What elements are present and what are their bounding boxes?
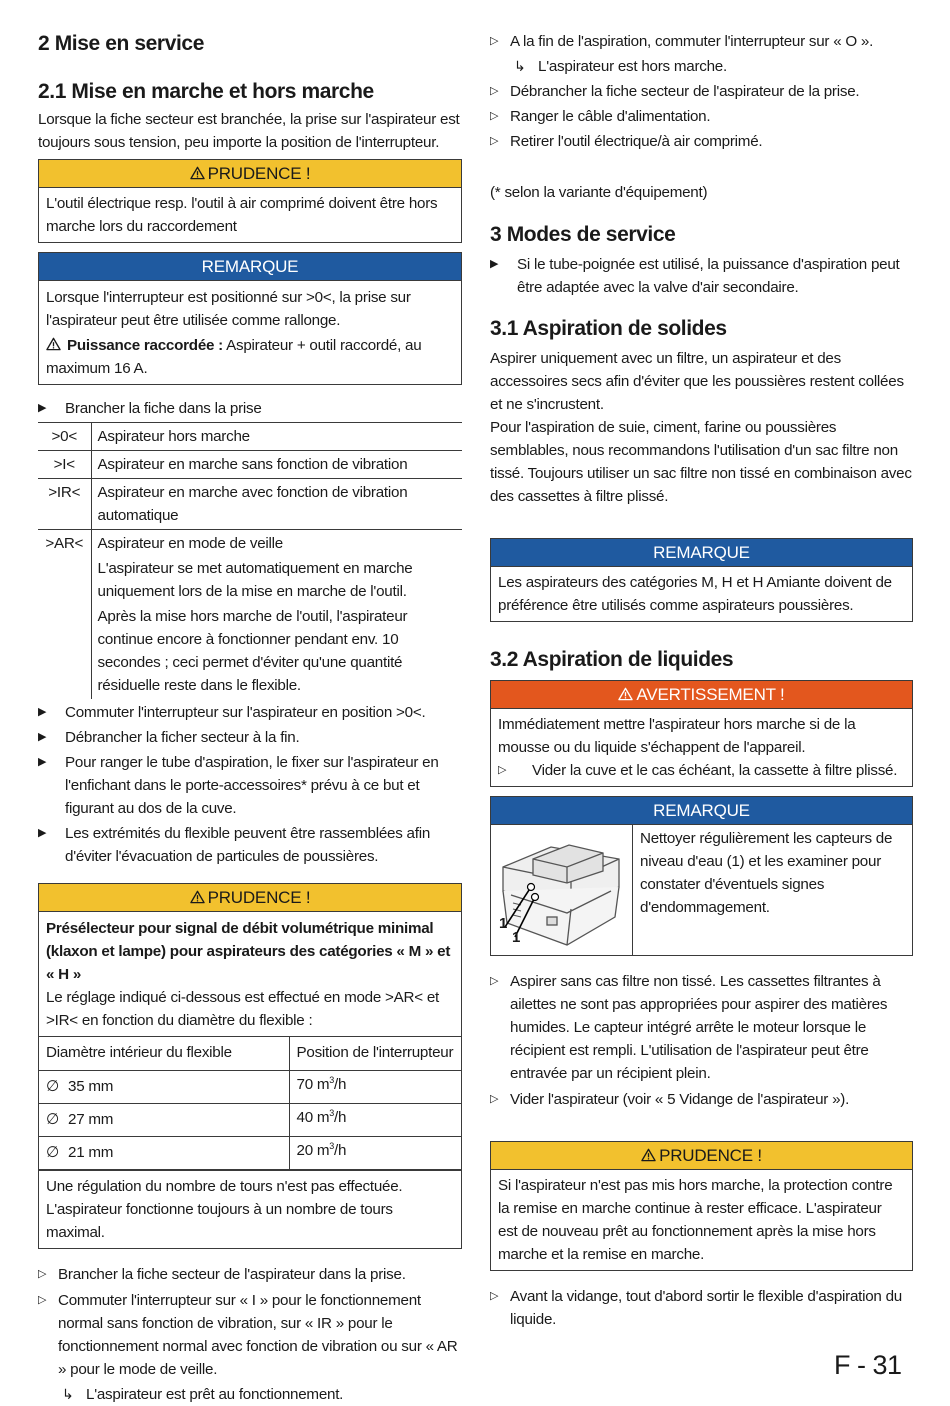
step-text: Aspirer sans cas filtre non tissé. Les cassettes filtrantes à ailettes ne sont pas appropriées pour aspirer des matières humides. Le capteur intégré arrête le moteur lorsque le récipient est rempli. L'utilisation de l'aspirateur peut être entravée par un récipient plein.: [510, 973, 888, 1082]
step-text: Commuter l'interrupteur sur « I » pour le fonctionnement normal sans fonction de vibration, sur « IR » pour le fonctionnement normal avec fonction de vibration ou sur « AR » pour le mode de veille.: [58, 1291, 458, 1378]
step-item: [490, 30, 913, 53]
result-arrow-icon: ↳: [62, 1385, 74, 1402]
caution-header: [491, 1142, 912, 1170]
caution-bold-text: Présélecteur pour signal de débit volumétrique minimal (klaxon et lampe) pour aspirateurs des catégories « M » et « H »: [46, 920, 451, 983]
step-marker-icon: ▷: [498, 764, 507, 776]
warning-header: [491, 681, 912, 709]
caution-body: [39, 912, 461, 1037]
caution-footer: Une régulation du nombre de tours n'est pas effectuée. L'aspirateur fonctionne toujours à un nombre de tours maximal.: [39, 1170, 461, 1248]
flow-cell: [289, 1103, 461, 1136]
switch-desc-extra: L'aspirateur se met automatiquement en marche uniquement lors de la mise en marche de l'outil.: [97, 560, 413, 600]
table-row: [38, 530, 462, 700]
note-body: Les aspirateurs des catégories M, H et H Amiante doivent de préférence être utilisés comme aspirateurs poussières.: [498, 574, 892, 614]
step-list-liquid: [490, 970, 913, 1111]
bullet-text: Commuter l'interrupteur sur l'aspirateur en position >0<.: [65, 704, 426, 721]
right-column: [490, 30, 913, 1331]
bullet-list: [38, 701, 462, 868]
section-heading-2-1: 2.1 Mise en marche et hors marche: [38, 80, 374, 103]
step-text: Vider la cuve et le cas échéant, la cassette à filtre plissé.: [532, 762, 898, 779]
result-arrow-icon: ↳: [514, 58, 526, 74]
step-marker-icon: ▷: [490, 85, 499, 97]
warning-text: Immédiatement mettre l'aspirateur hors marche si de la mousse ou du liquide s'échappent de l'appareil.: [498, 716, 856, 756]
warning-triangle-icon: [190, 166, 205, 180]
switch-desc: Aspirateur en marche avec fonction de vibration automatique: [97, 484, 408, 524]
warning-body: [491, 709, 912, 786]
solids-paragraph-2: Pour l'aspiration de suie, ciment, farine ou poussières semblables, nous recommandons l'utilisation d'un sac filtre non tissé. Toujours utiliser un sac filtre non tissé en combinaison avec des cassettes à filtre plissé.: [490, 419, 912, 505]
note-box-sensors: [490, 796, 913, 956]
step-text: Vider l'aspirateur (voir « 5 Vidange de l'aspirateur »).: [510, 1091, 850, 1108]
warning-triangle-icon: [46, 337, 61, 351]
bullet-text: Débrancher la ficher secteur à la fin.: [65, 729, 300, 746]
page-number: F - 31: [834, 1350, 902, 1380]
table-row: [39, 1136, 461, 1169]
step-text: Brancher la fiche secteur de l'aspirateur dans la prise.: [58, 1265, 406, 1283]
flow-value: 40 m: [296, 1108, 330, 1126]
result-text: L'aspirateur est hors marche.: [538, 58, 727, 75]
bullet-text: Pour ranger le tube d'aspiration, le fixer sur l'aspirateur en l'enfichant dans le porte-accessoires* prévu à ce but et figurant au dos de la cuve.: [65, 754, 439, 817]
step-text: Débrancher la fiche secteur de l'aspirateur de la prise.: [510, 83, 860, 100]
caution-header: [39, 160, 461, 188]
table-row: [38, 479, 462, 530]
step-marker-icon: ▷: [38, 1267, 47, 1280]
switch-desc: Aspirateur en marche sans fonction de vibration: [97, 456, 408, 473]
diameter-value: 27 mm: [68, 1110, 114, 1128]
diameter-icon: ∅: [46, 1143, 59, 1161]
variant-note: (* selon la variante d'équipement): [490, 184, 708, 201]
note-content: [491, 825, 912, 955]
vacuum-sensor-illustration: [491, 825, 633, 955]
bullet-marker-icon: ▶: [38, 402, 47, 414]
switch-key: >I<: [38, 451, 91, 479]
bullet-marker-icon: ▶: [38, 827, 47, 839]
caution-box-restart: [490, 1141, 913, 1271]
step-text: A la fin de l'aspiration, commuter l'interrupteur sur « O ».: [510, 33, 874, 50]
note-box-outlet: [38, 252, 462, 385]
solids-paragraph-1: Aspirer uniquement avec un filtre, un aspirateur et des accessoires secs afin d'éviter que les poussières restent collées et ne s'incrustent.: [490, 350, 904, 413]
diameter-value: 35 mm: [68, 1077, 114, 1095]
step-item: [490, 80, 913, 103]
switch-desc: [91, 530, 462, 700]
section-heading-3-1: 3.1 Aspiration de solides: [490, 317, 727, 340]
result-item: [38, 1383, 462, 1406]
flow-unit-sup: 3: [329, 1074, 335, 1085]
step-item: [490, 105, 913, 128]
sensor-label: 1: [499, 915, 508, 932]
step-marker-icon: ▷: [38, 1293, 47, 1306]
warning-box-foam: [490, 680, 913, 787]
step-marker-icon: ▷: [490, 1290, 499, 1302]
result-item: [490, 55, 913, 78]
intro-paragraph: Lorsque la fiche secteur est branchée, la prise sur l'aspirateur est toujours sous tension, peu importe la position de l'interrupteur.: [38, 111, 460, 151]
diameter-cell: [39, 1136, 289, 1169]
caution-body: L'outil électrique resp. l'outil à air comprimé doivent être hors marche lors du raccordement: [46, 195, 438, 235]
caution-title: PRUDENCE !: [659, 1146, 762, 1165]
note-box-categories: [490, 538, 913, 622]
flow-cell: [289, 1136, 461, 1169]
flow-cell: [289, 1070, 461, 1103]
warning-triangle-icon: [190, 890, 205, 904]
warning-title: AVERTISSEMENT !: [636, 685, 785, 704]
step-list-top: [490, 30, 913, 153]
bullet-text: Brancher la fiche dans la prise: [65, 400, 262, 417]
switch-desc-line: Aspirateur en mode de veille: [97, 535, 283, 552]
column-header: Position de l'interrupteur: [289, 1037, 461, 1070]
table-row: [38, 451, 462, 479]
bullet-item: [38, 751, 462, 820]
diameter-cell: [39, 1070, 289, 1103]
step-item: [38, 1263, 462, 1286]
flow-unit: /h: [334, 1141, 347, 1159]
step-marker-icon: ▷: [490, 35, 499, 47]
note-body: Nettoyer régulièrement les capteurs de niveau d'eau (1) et les examiner pour constater d'éventuels signes d'endommagement.: [640, 830, 893, 916]
table-row: [39, 1070, 461, 1103]
step-text: Retirer l'outil électrique/à air comprimé.: [510, 133, 763, 150]
bullet-marker-icon: ▶: [38, 731, 47, 743]
step-marker-icon: ▷: [490, 975, 499, 987]
flow-unit: /h: [334, 1075, 347, 1093]
warning-triangle-icon: [618, 687, 633, 701]
step-marker-icon: ▷: [490, 1093, 499, 1105]
column-header: Diamètre intérieur du flexible: [39, 1037, 289, 1070]
diameter-icon: ∅: [46, 1077, 59, 1095]
diameter-value: 21 mm: [68, 1143, 114, 1161]
bullet-marker-icon: ▶: [38, 756, 47, 768]
switch-positions-table: [38, 422, 462, 699]
table-header-row: [39, 1037, 461, 1070]
diameter-cell: [39, 1103, 289, 1136]
left-column: [38, 30, 462, 1406]
switch-key: >IR<: [38, 479, 91, 530]
note-header: REMARQUE: [491, 539, 912, 567]
step-item: [490, 970, 913, 1085]
table-row: [38, 423, 462, 451]
sensor-label: 1: [512, 929, 521, 946]
diameter-icon: ∅: [46, 1110, 59, 1128]
bullet-item: [38, 397, 462, 420]
step-item: [490, 1285, 913, 1331]
step-text: Avant la vidange, tout d'abord sortir le flexible d'aspiration du liquide.: [510, 1288, 902, 1328]
step-item: [490, 1088, 913, 1111]
switch-key: >0<: [38, 423, 91, 451]
result-text: L'aspirateur est prêt au fonctionnement.: [86, 1385, 344, 1403]
bullet-item: [38, 822, 462, 868]
caution-title: PRUDENCE !: [207, 888, 311, 907]
step-marker-icon: ▷: [490, 110, 499, 122]
flow-value: 70 m: [296, 1075, 330, 1093]
note-power: [46, 334, 454, 380]
caution-text: Le réglage indiqué ci-dessous est effectué en mode >AR< et >IR< en fonction du diamètre du flexible :: [46, 989, 440, 1029]
switch-key: >AR<: [38, 530, 91, 700]
switch-desc-extra: Après la mise hors marche de l'outil, l'aspirateur continue encore à fonctionner pendant env. 10 secondes ; ceci permet d'éviter qu'une quantité résiduelle reste dans le flexible.: [97, 608, 408, 694]
section-heading-3-2: 3.2 Aspiration de liquides: [490, 648, 734, 671]
warning-triangle-icon: [641, 1148, 656, 1162]
step-list: [38, 1263, 462, 1406]
bullet-marker-icon: ▶: [38, 706, 47, 718]
flow-unit: /h: [334, 1108, 347, 1126]
bullet-item: [490, 253, 913, 299]
flow-value: 20 m: [296, 1141, 330, 1159]
table-row: [39, 1103, 461, 1136]
bullet-text: Les extrémités du flexible peuvent être rassemblées afin d'éviter l'évacuation de particules de poussières.: [65, 825, 431, 865]
step-item: [498, 759, 905, 782]
bullet-item: [38, 701, 462, 724]
section-heading-2: 2 Mise en service: [38, 32, 204, 55]
section-heading-3: 3 Modes de service: [490, 223, 676, 246]
flow-unit-sup: 3: [329, 1140, 335, 1151]
step-text: Ranger le câble d'alimentation.: [510, 108, 711, 125]
step-item: [490, 130, 913, 153]
bullet-item: [38, 726, 462, 749]
note-text: Lorsque l'interrupteur est positionné sur >0<, la prise sur l'aspirateur peut être utilisée comme rallonge.: [46, 289, 411, 329]
bullet-marker-icon: ▶: [490, 258, 499, 270]
power-text: Aspirateur + outil raccordé, au maximum 16 A.: [46, 337, 422, 377]
flow-settings-table: [39, 1037, 461, 1170]
power-label: Puissance raccordée :: [67, 337, 223, 354]
switch-desc: Aspirateur hors marche: [97, 428, 250, 445]
step-marker-icon: ▷: [490, 135, 499, 147]
note-header: REMARQUE: [491, 797, 912, 825]
note-header: REMARQUE: [39, 253, 461, 281]
caution-body: Si l'aspirateur n'est pas mis hors marche, la protection contre la remise en marche continue à rester efficace. L'aspirateur est de nouveau prêt au fonctionnement après la mise hors marche et la remise en marche.: [498, 1177, 893, 1263]
flow-unit-sup: 3: [329, 1107, 335, 1118]
step-item: [38, 1289, 462, 1381]
caution-box-flow-selector: [38, 883, 462, 1249]
note-body: [39, 281, 461, 384]
bullet-text: Si le tube-poignée est utilisé, la puissance d'aspiration peut être adaptée avec la valve d'air secondaire.: [517, 256, 900, 296]
caution-title: PRUDENCE !: [207, 164, 311, 183]
caution-box-connection: [38, 159, 462, 243]
caution-header: [39, 884, 461, 912]
